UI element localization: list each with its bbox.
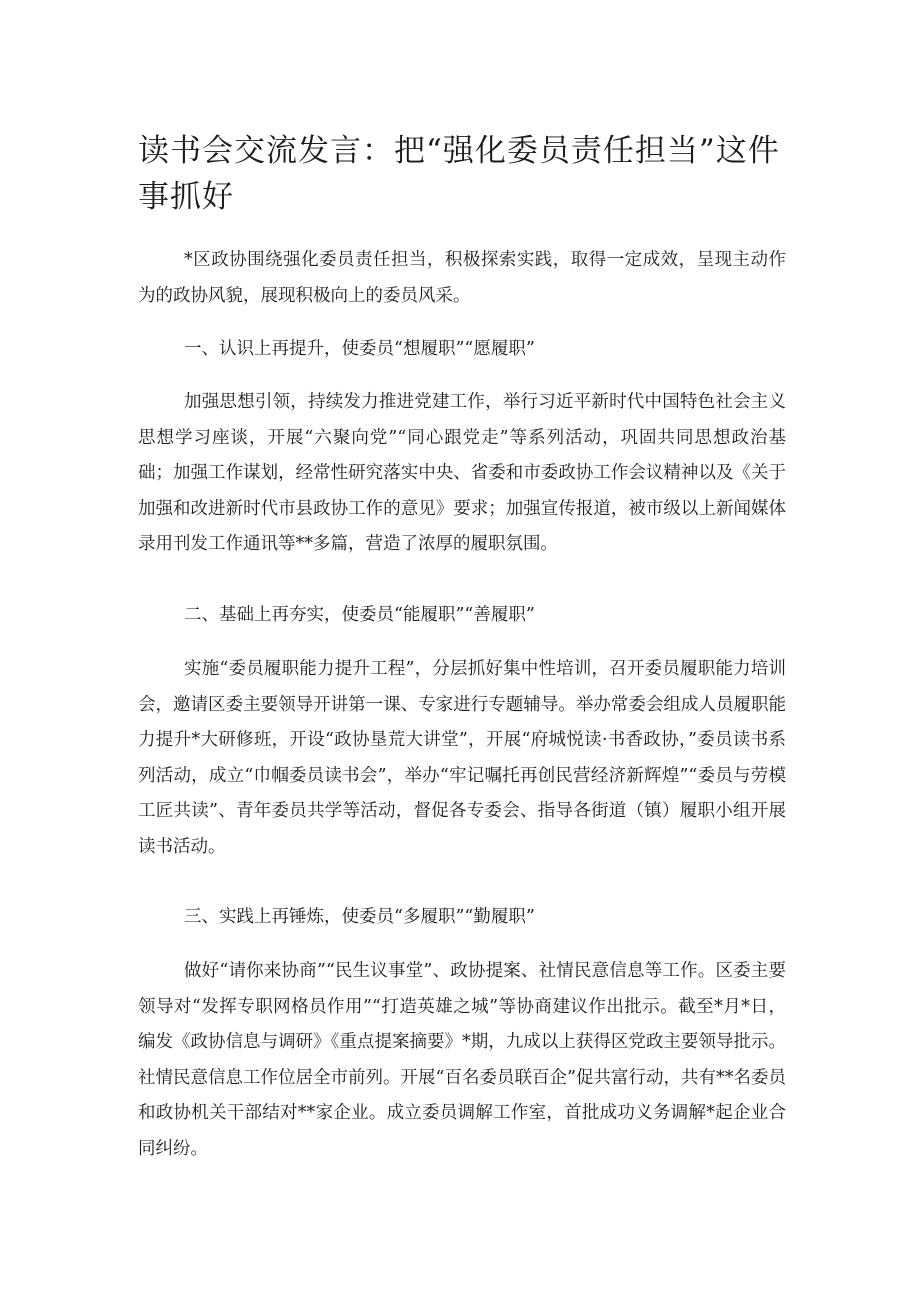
section-2-body: 实施“委员履职能力提升工程”，分层抓好集中性培训，召开委员履职能力培训会，邀请区委主要领导开讲第一课、专家进行专题辅导。举办常委会组成人员履职能力提升*大研修班，开设“政协垦荒大讲堂”，开展“府城悦读·书香政协，”委员读书系列活动，成立“巾帼委员读书会”，举办“牢记嘱托再创民营经济新辉煌”“委员与劳模工匠共读”、青年委员共学等活动，督促各专委会、指导各街道（镇）履职小组开展读书活动。 [138, 659, 786, 857]
intro-paragraph: *区政协围绕强化委员责任担当，积极探索实践，取得一定成效，呈现主动作为的政协风貌，展现积极向上的委员风采。 [138, 250, 786, 306]
section-1-body: 加强思想引领，持续发力推进党建工作，举行习近平新时代中国特色社会主义思想学习座谈，开展“六聚向党”“同心跟党走”等系列活动，巩固共同思想政治基础；加强工作谋划，经常性研究落实中央、省委和市委政协工作会议精神以及《关于加强和改进新时代市县政协工作的意见》要求；加强宣传报道，被市级以上新闻媒体录用刊发工作通讯等**多篇，营造了浓厚的履职氛围。 [138, 392, 786, 554]
section-3-body: 做好“请你来协商”“民生议事堂”、政协提案、社情民意信息等工作。区委主要领导对“发挥专职网格员作用”“打造英雄之城”等协商建议作出批示。截至*月*日，编发《政协信息与调研》《重点提案摘要》*期，九成以上获得区党政主要领导批示。社情民意信息工作位居全市前列。开展“百名委员联百企”促共富行动，共有**名委员和政协机关干部结对**家企业。成立委员调解工作室，首批成功义务调解*起企业合同纠纷。 [138, 961, 786, 1159]
section-3-heading: 三、实践上再锤炼，使委员“多履职”“勤履职” [184, 907, 535, 927]
section-2-heading: 二、基础上再夯实，使委员“能履职”“善履职” [184, 605, 535, 625]
section-1-heading: 一、认识上再提升，使委员“想履职”“愿履职” [184, 339, 535, 359]
document-title: 读书会交流发言：把“强化委员责任担当”这件事抓好 [138, 133, 780, 215]
